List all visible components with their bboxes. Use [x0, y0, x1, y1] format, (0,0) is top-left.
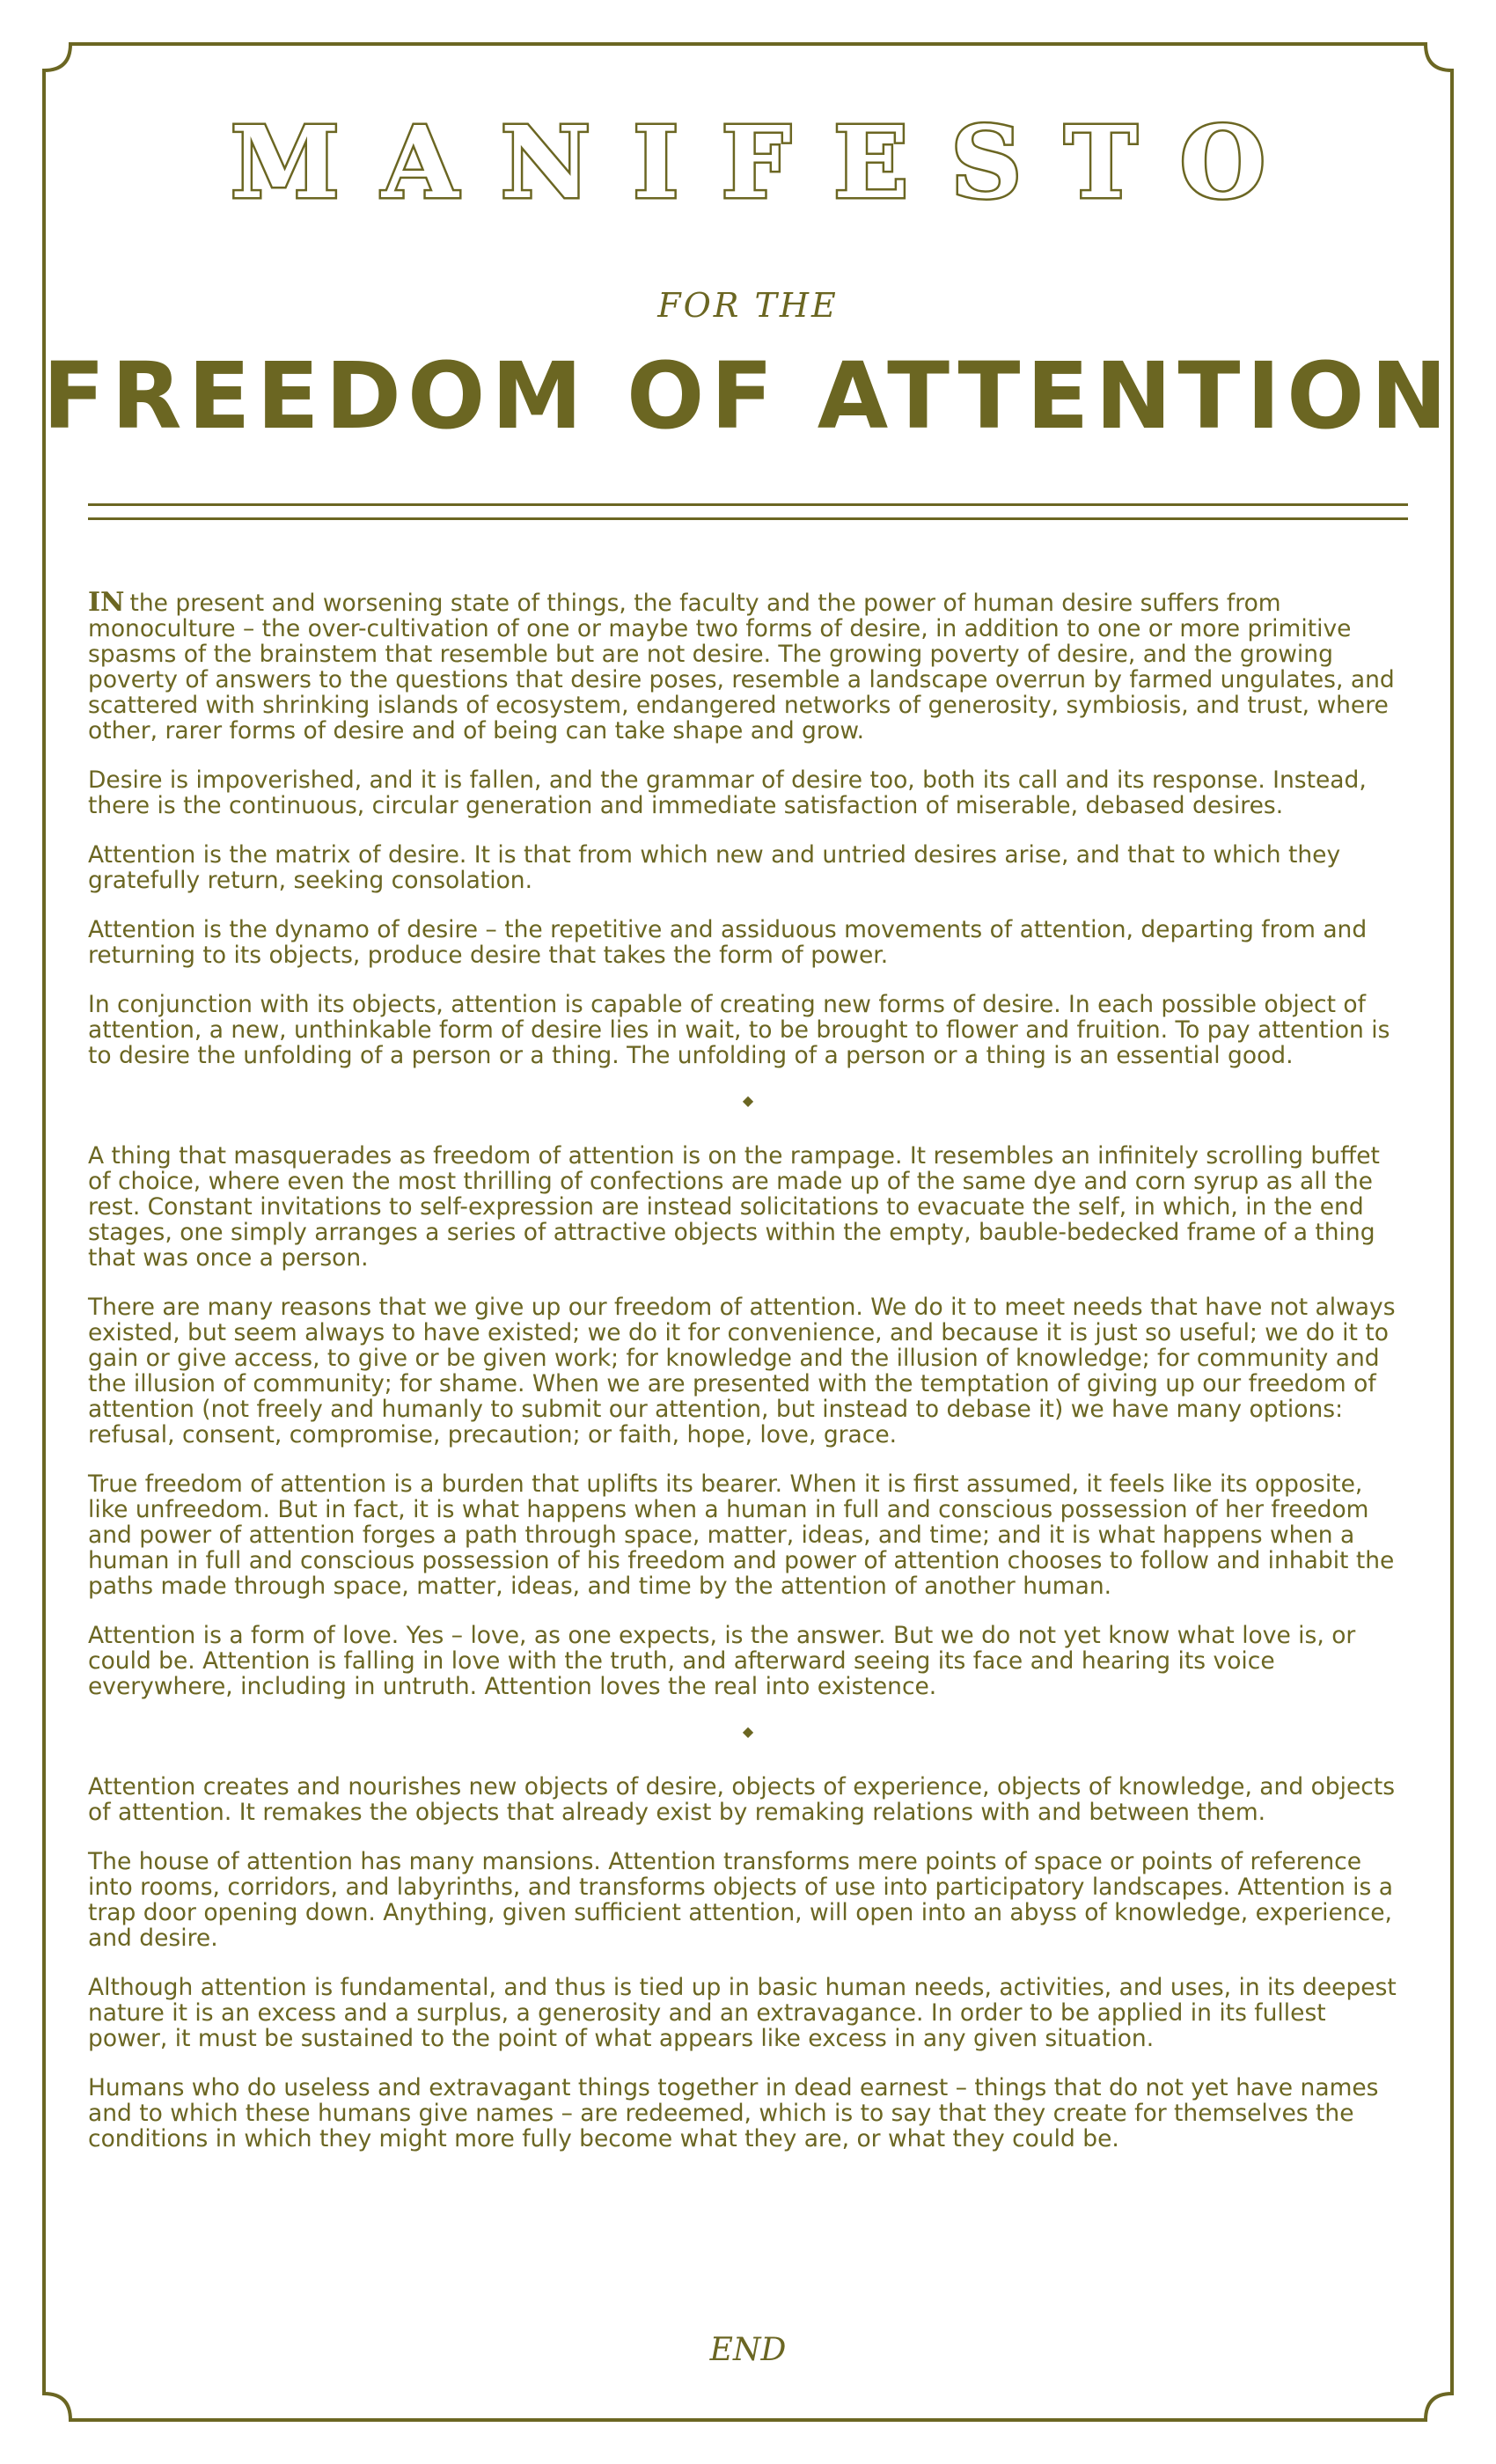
intro-text: the present and worsening state of things, the faculty and the power of human desire suffers from monoculture – the over-cultivation of one or maybe two forms of desire, in addition to one or more primitive spasms of the brainstem that resemble but are not desire. The growing poverty of desire, and the growing poverty of answers to the questions that desire poses, resemble a landscape overrun by farmed ungulates, and scattered with shrinking islands of ecosystem, endangered networks of generosity, symbiosis, and trust, where other, rarer forms of desire and of being can take shape and grow. [88, 590, 1395, 744]
intro-paragraph [88, 587, 1408, 744]
header-rule-bottom [88, 517, 1408, 520]
section3-paragraph-4: Humans who do useless and extravagant things together in dead earnest – things that do not yet have names and to which these humans give names – are redeemed, which is to say that they create for themselves the conditions in which they might more fully become what they are, or what they could be. [88, 2074, 1379, 2152]
section3-paragraph-3: Although attention is fundamental, and thus is tied up in basic human needs, activities, and uses, in its deepest nature it is an excess and a surplus, a generosity and an extravagance. In order to be applied in its fullest power, it must be sustained to the point of what appears like excess in any given situation. [88, 1974, 1397, 2052]
section1-paragraph-4: In conjunction with its objects, attention is capable of creating new forms of desire. In each possible object of attention, a new, unthinkable form of desire lies in wait, to be brought to flower and fruition. To pay attention is to desire the unfolding of a person or a thing. The unfolding of a person or a thing is an essential good. [88, 991, 1390, 1069]
freedom-of-attention-title: FREEDOM OF ATTENTION [42, 342, 1454, 450]
drop-cap: IN [88, 587, 125, 618]
section1-paragraph-2: Attention is the matrix of desire. It is that from which new and untried desires arise, and that to which they gratefully return, seeking consolation. [88, 841, 1341, 894]
section1-paragraph-1: Desire is impoverished, and it is fallen, and the grammar of desire too, both its call and its response. Instead, there is the continuous, circular generation and immediate satisfaction of miserable, debased desires. [88, 766, 1367, 819]
end-mark: END [709, 2332, 787, 2368]
section3-paragraph-2: The house of attention has many mansions. Attention transforms mere points of space or points of reference into rooms, corridors, and labyrinths, and transforms objects of use into participatory landscapes. Attention is a trap door opening down. Anything, given sufficient attention, will open into an abyss of knowledge, experience, and desire. [88, 1848, 1393, 1952]
section2-paragraph-3: True freedom of attention is a burden that uplifts its bearer. When it is first assumed, it feels like its opposite, like unfreedom. But in fact, it is what happens when a human in full and conscious possession of her freedom and power of attention forges a path through space, matter, ideas, and time; and it is what happens when a human in full and conscious possession of his freedom and power of attention chooses to follow and inhabit the paths made through space, matter, ideas, and time by the attention of another human. [88, 1470, 1395, 1600]
manifesto-body [88, 587, 1408, 2175]
manifesto-title: MANIFESTO [230, 106, 1309, 221]
header-rule-top [88, 503, 1408, 506]
diamond-ornament-2: ◆ [742, 1723, 754, 1740]
diamond-ornament-1: ◆ [742, 1092, 754, 1109]
for-the-label: FOR THE [657, 286, 839, 325]
section1-paragraph-3: Attention is the dynamo of desire – the repetitive and assiduous movements of attention, departing from and returning to its objects, produce desire that takes the form of power. [88, 916, 1368, 969]
section2-paragraph-1: A thing that masquerades as freedom of attention is on the rampage. It resembles an infinitely scrolling buffet of choice, where even the most thrilling of confections are made up of the same dye and corn syrup as all the rest. Constant invitations to self-expression are instead solicitations to evacuate the self, in which, in the end stages, one simply arranges a series of attractive objects within the empty, bauble-bedecked frame of a thing that was once a person. [88, 1142, 1380, 1272]
section2-paragraph-2: There are many reasons that we give up our freedom of attention. We do it to meet needs that have not always existed, but seem always to have existed; we do it for convenience, and because it is just so useful; we do it to gain or give access, to give or be given work; for knowledge and the illusion of knowledge; for community and the illusion of community; for shame. When we are presented with the temptation of giving up our freedom of attention (not freely and humanly to submit our attention, but instead to debase it) we have many options: refusal, consent, compromise, precaution; or faith, hope, love, grace. [88, 1294, 1396, 1448]
section2-paragraph-4: Attention is a form of love. Yes – love, as one expects, is the answer. But we do not yet know what love is, or could be. Attention is falling in love with the truth, and afterward seeing its face and hearing its voice everywhere, including in untruth. Attention loves the real into existence. [88, 1622, 1356, 1700]
section3-paragraph-1: Attention creates and nourishes new objects of desire, objects of experience, objects of knowledge, and objects of attention. It remakes the objects that already exist by remaking relations with and between them. [88, 1773, 1396, 1826]
